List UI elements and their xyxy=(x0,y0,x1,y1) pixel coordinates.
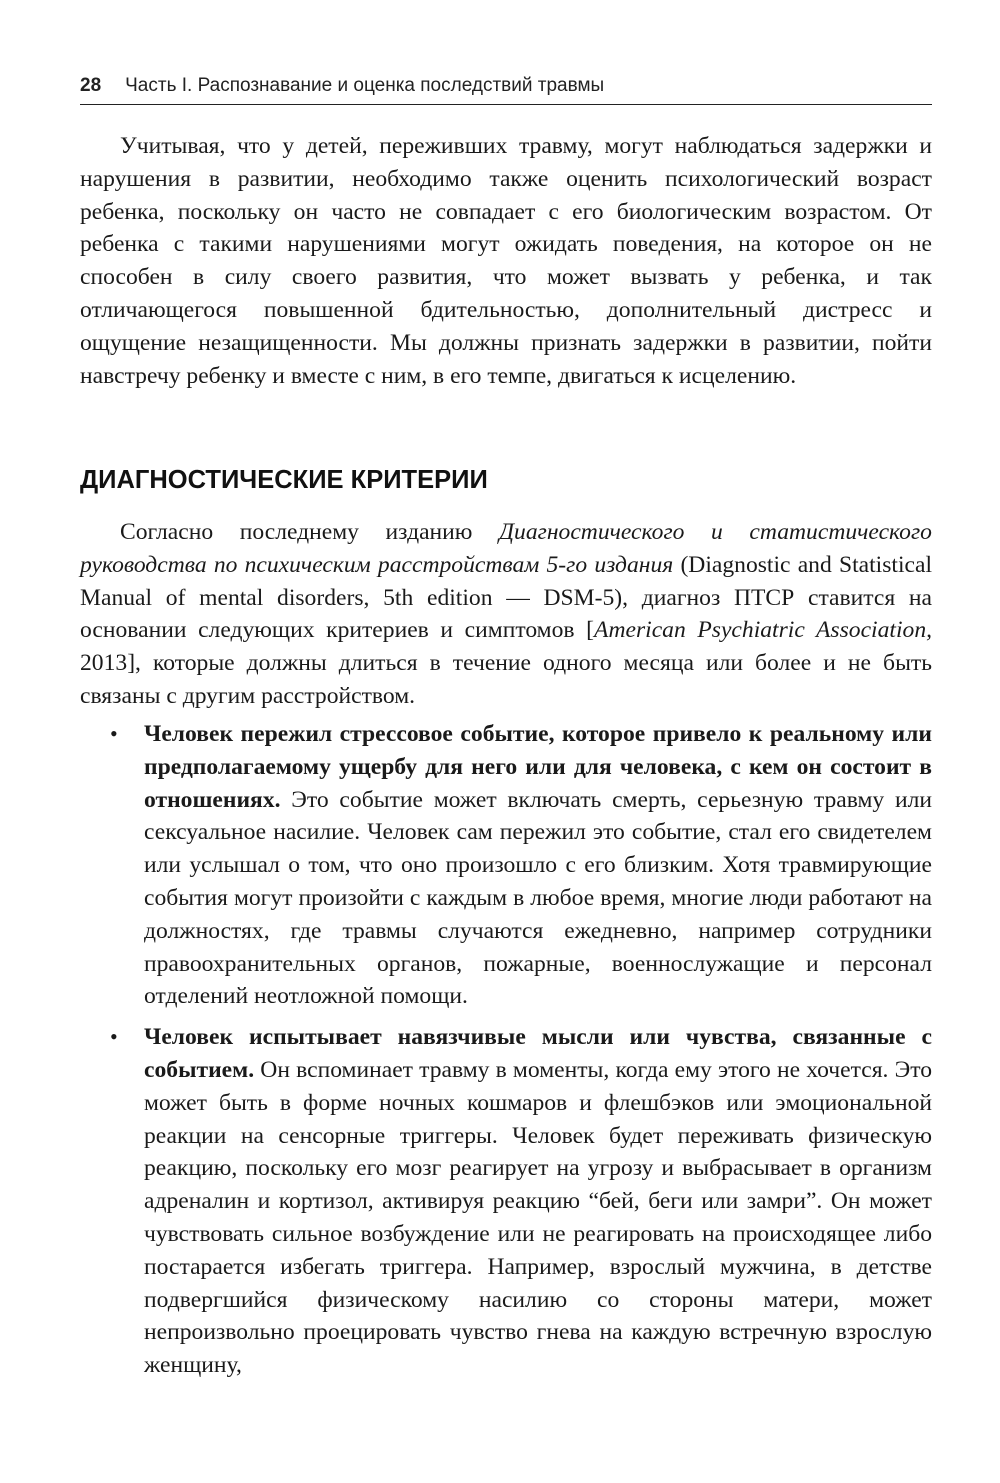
intro-paragraph: Учитывая, что у детей, переживших травму, могут наблюдаться задержки и нарушения в развитии, необходимо также оценить психологический возраст ребенка, поскольку он часто не совпадает с его биологическим возрастом. От ребенка с такими нарушениями могут ожидать поведения, на которое он не способен в силу своего развития, что может вызвать у ребенка, и так отличающегося повышенной бдительностью, дополнительный дистресс и ощущение незащищенности. Мы должны признать задержки в развитии, пойти навстречу ребенку и вместе с ним, в его темпе, двигаться к исцелению. xyxy=(80,133,932,389)
list-item xyxy=(80,718,932,1013)
criteria-intro-text-2: (Diagnostic and Statistical Manual of mental disorders, 5th edition — DSM-5), диагноз ПТСР ставится на основании следующих критериев и симптомов [ xyxy=(80,551,933,644)
section-heading: ДИАГНОСТИЧЕСКИЕ КРИТЕРИИ xyxy=(80,466,488,494)
citation: American Psychiatric Association, xyxy=(594,617,933,644)
criterion-bold-lead: Человек пережил стрессовое событие, которое привело к реальному или предполагаемому ущербу для него или для человека, с кем он состоит в отношениях. xyxy=(144,721,932,813)
criterion-text: Это событие может включать смерть, серьезную травму или сексуальное насилие. Человек сам пережил это событие, стал его свидетелем или услышал о том, что оно произошло с его близким. Хотя травмирующие события могут произойти с каждым в любое время, многие люди работают на должностях, где травмы случаются ежедневно, например сотрудники правоохранительных органов, пожарные, военнослужащие и персонал отделений неотложной помощи. xyxy=(144,786,932,1010)
criterion-text: Он вспоминает травму в моменты, когда ему этого не хочется. Это может быть в форме ночных кошмаров и флешбэков или эмоциональной реакции на сенсорные триггеры. Человек будет переживать физическую реакцию, поскольку его мозг реагирует на угрозу и выбрасывает в организм адреналин и кортизол, активируя реакцию “бей, беги или замри”. Он может чувствовать сильное возбуждение или не реагировать на происходящее либо постарается избегать триггера. Например, взрослый мужчина, в детстве подвергшийся физическому насилию со стороны матери, может непроизвольно проецировать чувство гнева на каждую встречную взрослую женщину, xyxy=(144,1056,932,1379)
running-header xyxy=(80,72,932,105)
criteria-intro-text-3: 2013], которые должны длиться в течение одного месяца или более и не быть связаны с другим расстройством. xyxy=(80,650,932,709)
bullet-marker: • xyxy=(110,1024,118,1050)
criteria-intro-text-1: Согласно последнему изданию xyxy=(120,519,500,545)
criteria-list xyxy=(80,718,932,1390)
manual-title: Диагностического и статистического руководства по психическим расстройствам 5-го издания xyxy=(80,519,932,578)
running-title: Часть I. Распознавание и оценка последствий травмы xyxy=(125,75,605,96)
criterion-bold-lead: Человек испытывает навязчивые мысли или чувства, связанные с событием. xyxy=(144,1024,932,1083)
page-number: 28 xyxy=(80,75,102,96)
bullet-marker: • xyxy=(110,721,118,746)
list-item xyxy=(80,1021,932,1382)
criteria-intro-paragraph xyxy=(80,516,932,713)
